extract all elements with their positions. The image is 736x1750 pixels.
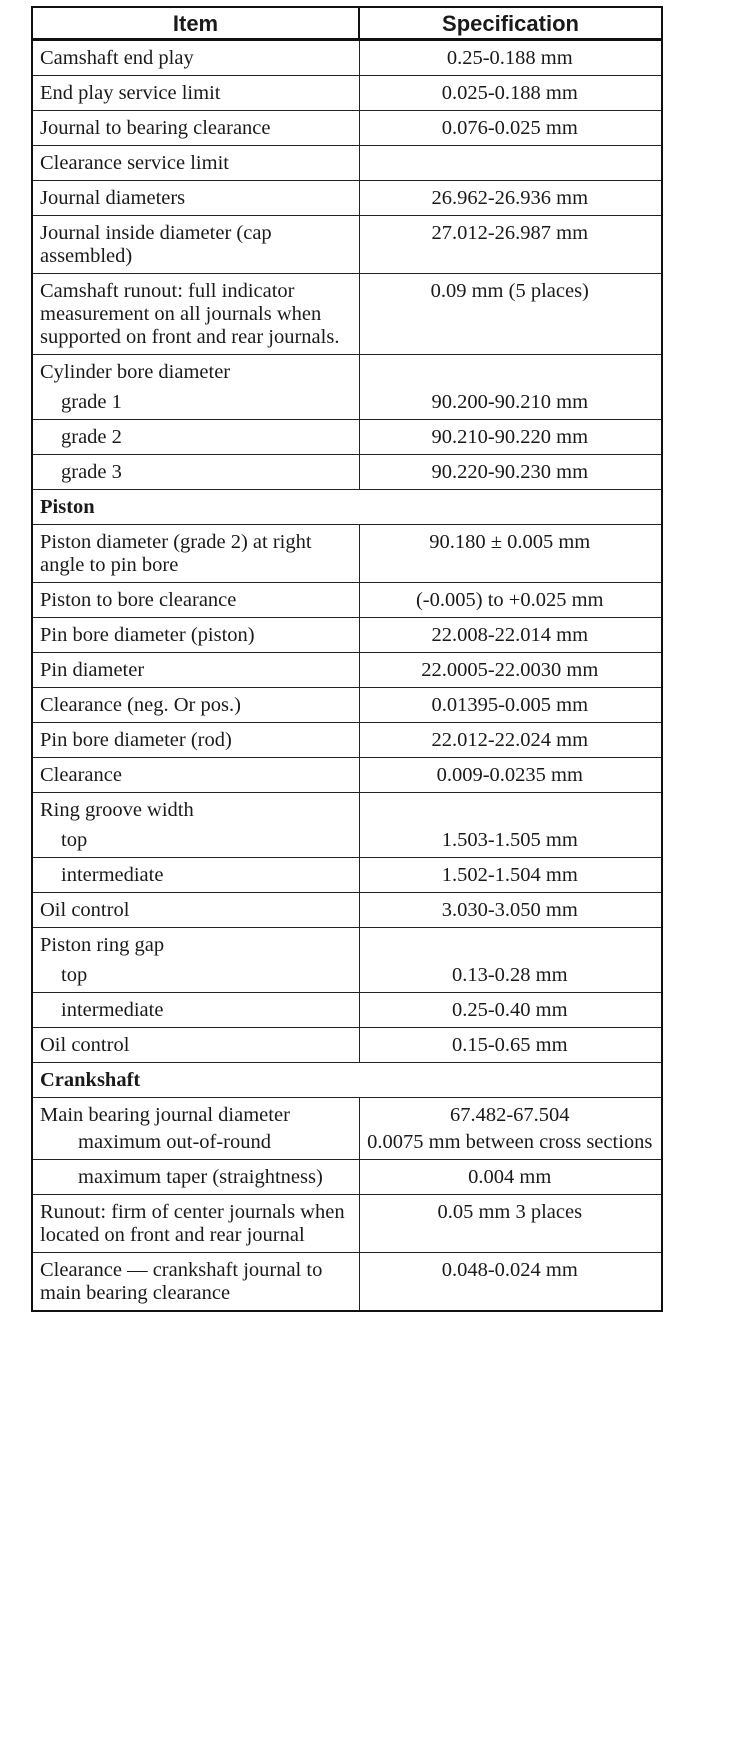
row-item: Pin bore diameter (piston)	[32, 618, 359, 653]
row-spec: 0.076-0.025 mm	[359, 111, 662, 146]
row-spec	[359, 928, 662, 959]
row-item: Piston ring gap	[32, 928, 359, 959]
row-item: Journal to bearing clearance	[32, 111, 359, 146]
row-item: Clearance	[32, 758, 359, 793]
table-row	[32, 823, 662, 858]
table-row	[32, 181, 662, 216]
row-item: Cylinder bore diameter	[32, 355, 359, 386]
row-item: Clearance (neg. Or pos.)	[32, 688, 359, 723]
row-item: grade 2	[32, 420, 359, 455]
section-row-piston	[32, 490, 662, 525]
table-row	[32, 583, 662, 618]
table-row	[32, 385, 662, 420]
row-spec: 90.220-90.230 mm	[359, 455, 662, 490]
table-row	[32, 1098, 662, 1128]
row-item: Runout: firm of center journals when located on front and rear journal	[32, 1195, 359, 1253]
row-spec: 90.200-90.210 mm	[359, 385, 662, 420]
table-row	[32, 793, 662, 824]
table-row	[32, 958, 662, 993]
row-spec: 0.25-0.188 mm	[359, 40, 662, 76]
row-item: top	[32, 958, 359, 993]
row-item: Oil control	[32, 893, 359, 928]
section-row-crankshaft	[32, 1063, 662, 1098]
table-row	[32, 355, 662, 386]
table-row	[32, 1160, 662, 1195]
table-row	[32, 688, 662, 723]
row-spec	[359, 793, 662, 824]
row-spec: 22.012-22.024 mm	[359, 723, 662, 758]
header-specification: Specification	[359, 7, 662, 40]
row-spec: 0.25-0.40 mm	[359, 993, 662, 1028]
row-item: grade 1	[32, 385, 359, 420]
table-row	[32, 1028, 662, 1063]
row-item: Pin bore diameter (rod)	[32, 723, 359, 758]
row-item: Pin diameter	[32, 653, 359, 688]
table-row	[32, 653, 662, 688]
table-row	[32, 274, 662, 355]
row-spec: 0.05 mm 3 places	[359, 1195, 662, 1253]
row-spec: 0.004 mm	[359, 1160, 662, 1195]
row-spec: 0.15-0.65 mm	[359, 1028, 662, 1063]
row-item: Journal inside diameter (cap assembled)	[32, 216, 359, 274]
row-item: top	[32, 823, 359, 858]
table-header-row	[32, 7, 662, 40]
table-row	[32, 858, 662, 893]
specification-table	[31, 6, 663, 1312]
row-item: intermediate	[32, 858, 359, 893]
table-row	[32, 40, 662, 76]
row-spec: 0.13-0.28 mm	[359, 958, 662, 993]
table-row	[32, 1253, 662, 1312]
row-item: Ring groove width	[32, 793, 359, 824]
table-row	[32, 618, 662, 653]
row-item: Piston diameter (grade 2) at right angle to pin bore	[32, 525, 359, 583]
row-item: grade 3	[32, 455, 359, 490]
row-spec: 22.0005-22.0030 mm	[359, 653, 662, 688]
row-spec: 22.008-22.014 mm	[359, 618, 662, 653]
row-spec	[359, 355, 662, 386]
row-spec: 0.0075 mm between cross sections	[359, 1127, 662, 1160]
row-item: maximum out-of-round	[32, 1127, 359, 1160]
row-item: intermediate	[32, 993, 359, 1028]
row-spec: 1.503-1.505 mm	[359, 823, 662, 858]
table-row	[32, 893, 662, 928]
row-item: Clearance — crankshaft journal to main bearing clearance	[32, 1253, 359, 1312]
row-spec: (-0.005) to +0.025 mm	[359, 583, 662, 618]
row-item: Oil control	[32, 1028, 359, 1063]
table-row	[32, 111, 662, 146]
row-item: Camshaft runout: full indicator measurement on all journals when supported on front and rear journals.	[32, 274, 359, 355]
row-spec: 90.180 ± 0.005 mm	[359, 525, 662, 583]
row-item: Main bearing journal diameter	[32, 1098, 359, 1128]
table-row	[32, 76, 662, 111]
table-row	[32, 993, 662, 1028]
table-row	[32, 146, 662, 181]
table-row	[32, 1127, 662, 1160]
row-spec: 0.048-0.024 mm	[359, 1253, 662, 1312]
table-row	[32, 455, 662, 490]
section-title: Crankshaft	[32, 1063, 662, 1098]
table-row	[32, 723, 662, 758]
row-spec: 1.502-1.504 mm	[359, 858, 662, 893]
row-spec: 26.962-26.936 mm	[359, 181, 662, 216]
row-item: Clearance service limit	[32, 146, 359, 181]
row-item: Piston to bore clearance	[32, 583, 359, 618]
row-spec: 27.012-26.987 mm	[359, 216, 662, 274]
row-spec: 90.210-90.220 mm	[359, 420, 662, 455]
row-spec: 0.025-0.188 mm	[359, 76, 662, 111]
section-title: Piston	[32, 490, 662, 525]
row-item: maximum taper (straightness)	[32, 1160, 359, 1195]
table-row	[32, 758, 662, 793]
row-spec: 67.482-67.504	[359, 1098, 662, 1128]
table-row	[32, 420, 662, 455]
table-row	[32, 1195, 662, 1253]
table-row	[32, 928, 662, 959]
row-spec: 3.030-3.050 mm	[359, 893, 662, 928]
row-spec: 0.09 mm (5 places)	[359, 274, 662, 355]
table-row	[32, 216, 662, 274]
row-item: Camshaft end play	[32, 40, 359, 76]
header-item: Item	[32, 7, 359, 40]
row-spec	[359, 146, 662, 181]
row-item: Journal diameters	[32, 181, 359, 216]
table-row	[32, 525, 662, 583]
row-spec: 0.01395-0.005 mm	[359, 688, 662, 723]
row-spec: 0.009-0.0235 mm	[359, 758, 662, 793]
row-item: End play service limit	[32, 76, 359, 111]
